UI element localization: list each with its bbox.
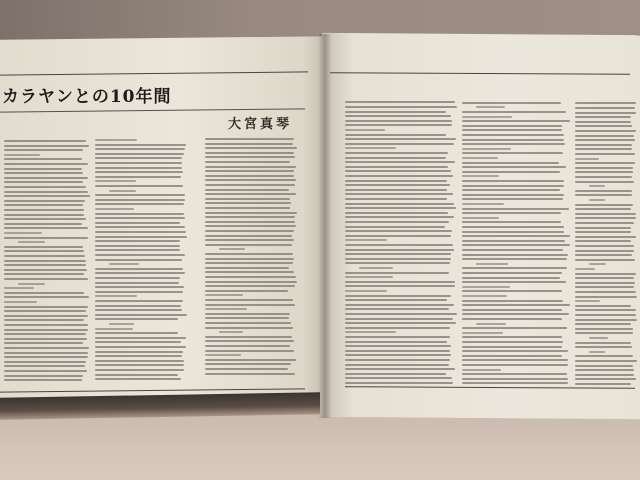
text-line	[205, 281, 297, 283]
text-line	[345, 203, 454, 205]
text-line	[462, 240, 565, 242]
text-line	[575, 227, 631, 229]
text-line	[462, 185, 564, 187]
text-line	[205, 345, 290, 347]
text-line	[575, 208, 631, 210]
text-line	[345, 253, 451, 255]
text-line	[345, 106, 457, 108]
text-line	[345, 115, 451, 117]
text-line	[462, 157, 498, 159]
text-line	[205, 354, 241, 356]
text-line	[205, 212, 297, 214]
text-line	[462, 369, 501, 371]
text-line	[462, 327, 567, 329]
text-line	[95, 282, 179, 284]
text-line	[4, 186, 86, 188]
text-line	[95, 254, 185, 256]
text-line	[462, 162, 559, 164]
text-line	[95, 217, 185, 219]
text-line	[205, 189, 289, 191]
text-line	[575, 374, 634, 376]
text-line	[4, 172, 83, 174]
text-line	[462, 194, 564, 196]
text-line	[109, 190, 136, 192]
text-line	[345, 184, 450, 186]
text-line	[4, 352, 88, 354]
text-line	[575, 236, 636, 238]
text-line	[4, 140, 86, 142]
text-line	[462, 143, 565, 145]
text-line	[589, 351, 605, 353]
text-line	[462, 189, 560, 191]
text-line	[95, 148, 185, 150]
text-line	[575, 323, 631, 325]
text-line	[95, 240, 180, 242]
text-line	[95, 314, 187, 316]
text-line	[345, 382, 453, 384]
text-line	[205, 267, 289, 269]
text-line	[462, 281, 566, 283]
text-line	[95, 351, 183, 353]
text-line	[462, 111, 566, 113]
text-line	[589, 185, 605, 187]
text-line	[462, 120, 570, 122]
text-line	[575, 378, 636, 380]
text-line	[205, 327, 293, 329]
text-line	[345, 313, 457, 315]
text-line	[462, 286, 510, 288]
text-line	[4, 218, 86, 220]
text-line	[462, 254, 568, 256]
text-line	[345, 364, 449, 366]
text-line	[95, 277, 180, 279]
text-line	[205, 322, 291, 324]
text-line	[4, 315, 88, 317]
text-line	[205, 276, 296, 278]
text-line	[4, 333, 86, 335]
text-line	[575, 176, 632, 178]
text-line	[95, 360, 184, 362]
text-line	[575, 125, 632, 127]
text-line	[4, 200, 85, 202]
text-line	[4, 278, 88, 280]
text-line	[575, 171, 633, 173]
text-line	[109, 263, 139, 265]
text-line	[462, 355, 562, 357]
text-line	[205, 175, 294, 177]
text-line	[95, 337, 186, 339]
text-line	[575, 181, 634, 183]
text-line	[4, 195, 90, 197]
text-line	[205, 373, 295, 375]
text-line	[205, 239, 294, 241]
text-line	[462, 341, 563, 343]
text-line	[205, 138, 294, 140]
text-line	[4, 223, 82, 225]
text-line	[575, 305, 631, 307]
text-line	[205, 161, 290, 163]
text-line	[345, 198, 447, 200]
text-line	[462, 226, 564, 228]
text-line	[4, 329, 88, 331]
text-line	[462, 346, 562, 348]
text-line	[589, 337, 608, 339]
text-line	[575, 116, 631, 118]
text-line	[205, 258, 294, 260]
text-line	[95, 162, 182, 164]
text-line	[95, 378, 181, 380]
text-line	[4, 301, 37, 303]
text-line	[575, 273, 636, 275]
text-line	[4, 370, 87, 372]
text-line	[205, 308, 247, 310]
text-line	[4, 232, 42, 234]
text-line	[345, 175, 453, 177]
text-line	[462, 125, 562, 127]
text-line	[95, 286, 184, 288]
text-line	[18, 283, 45, 285]
text-line	[575, 240, 631, 242]
text-line	[345, 350, 450, 352]
text-line	[575, 135, 634, 137]
text-line	[345, 368, 455, 370]
text-line	[345, 304, 454, 306]
text-line	[462, 309, 562, 311]
text-line	[345, 111, 446, 113]
text-line	[205, 299, 293, 301]
text-line	[462, 272, 562, 274]
text-line	[4, 246, 83, 248]
text-line	[462, 258, 567, 260]
text-line	[462, 116, 512, 118]
text-line	[462, 166, 566, 168]
text-line	[345, 129, 385, 131]
text-line	[205, 216, 295, 218]
text-line	[575, 346, 632, 348]
text-line	[95, 309, 182, 311]
text-line	[345, 276, 393, 278]
text-line	[575, 148, 632, 150]
text-line	[345, 345, 451, 347]
text-line	[575, 365, 633, 367]
text-line	[575, 296, 637, 298]
text-line	[462, 217, 499, 219]
text-line	[462, 364, 568, 366]
text-line	[575, 102, 636, 104]
text-line	[4, 237, 88, 239]
text-line	[205, 304, 295, 306]
text-line	[205, 166, 296, 168]
text-line	[575, 112, 636, 114]
text-line	[205, 285, 295, 287]
text-line	[462, 208, 569, 210]
text-line	[95, 245, 180, 247]
text-line	[462, 231, 564, 233]
text-line	[109, 323, 134, 325]
text-line	[205, 253, 293, 255]
text-line	[462, 373, 567, 375]
text-line	[476, 323, 506, 325]
text-line	[575, 130, 636, 132]
text-line	[205, 350, 294, 352]
text-line	[462, 235, 570, 237]
text-line	[4, 361, 86, 363]
text-line	[462, 378, 568, 380]
text-line	[95, 305, 181, 307]
text-line	[345, 212, 448, 214]
text-line	[95, 231, 186, 233]
text-line	[462, 249, 563, 251]
text-line	[345, 235, 451, 237]
text-line	[95, 300, 183, 302]
text-line	[575, 328, 633, 330]
article-author: 大宮真琴	[228, 117, 293, 132]
text-line	[95, 369, 184, 371]
text-line	[575, 213, 636, 215]
text-line	[345, 152, 448, 154]
text-line	[345, 134, 446, 136]
text-line	[4, 168, 82, 170]
text-line	[345, 295, 451, 297]
text-line	[4, 163, 88, 165]
text-line	[4, 145, 89, 147]
text-line	[345, 120, 452, 122]
text-line	[462, 277, 560, 279]
text-line	[575, 300, 600, 302]
text-line	[462, 148, 511, 150]
text-line	[575, 153, 635, 155]
text-line	[589, 263, 606, 265]
text-line	[205, 152, 294, 154]
text-line	[4, 154, 40, 156]
text-line	[575, 190, 632, 192]
text-line	[205, 193, 296, 195]
text-line	[4, 375, 83, 377]
text-line	[575, 360, 637, 362]
text-line	[345, 166, 448, 168]
text-line	[205, 244, 292, 246]
text-line	[575, 383, 631, 385]
text-line	[462, 180, 564, 182]
text-line	[575, 332, 633, 334]
text-line	[462, 102, 561, 104]
text-line	[575, 107, 635, 109]
text-line	[575, 245, 634, 247]
text-line	[359, 267, 393, 269]
text-line	[4, 324, 88, 326]
text-line	[575, 158, 599, 160]
text-line	[205, 262, 293, 264]
text-line	[95, 259, 182, 261]
text-line	[205, 221, 295, 223]
text-line	[345, 189, 447, 191]
text-line	[462, 318, 562, 320]
text-line	[575, 167, 633, 169]
text-line	[575, 254, 632, 256]
text-line	[4, 214, 84, 216]
text-line	[575, 314, 636, 316]
text-line	[575, 144, 632, 146]
text-line	[462, 212, 561, 214]
text-line	[205, 198, 290, 200]
text-line	[462, 139, 564, 141]
text-line	[95, 194, 185, 196]
text-line	[4, 347, 89, 349]
text-line	[462, 295, 507, 297]
text-line	[345, 207, 456, 209]
text-line	[345, 281, 455, 283]
text-line	[95, 328, 133, 330]
text-line	[345, 341, 447, 343]
text-line	[345, 322, 456, 324]
text-line	[4, 264, 86, 266]
text-line	[345, 221, 449, 223]
text-line	[205, 313, 290, 315]
text-line	[4, 255, 85, 257]
text-line	[95, 185, 183, 187]
text-line	[575, 355, 633, 357]
text-line	[4, 177, 88, 179]
text-line	[95, 332, 178, 334]
text-line	[476, 263, 508, 265]
text-line	[205, 230, 294, 232]
text-line	[345, 249, 454, 251]
text-line	[589, 199, 605, 201]
text-line	[345, 327, 450, 329]
text-line	[95, 153, 184, 155]
text-line	[462, 332, 503, 334]
text-line	[345, 143, 454, 145]
text-line	[575, 291, 636, 293]
text-line	[95, 139, 137, 141]
text-line	[575, 139, 635, 141]
text-line	[345, 161, 455, 163]
text-line	[575, 222, 634, 224]
text-line	[345, 138, 456, 140]
text-line	[205, 207, 290, 209]
book-gutter	[318, 34, 332, 418]
text-line	[462, 300, 563, 302]
text-line	[95, 222, 180, 224]
text-line	[4, 306, 88, 308]
text-line	[575, 204, 633, 206]
text-line	[205, 143, 293, 145]
text-line	[4, 269, 87, 271]
text-line	[345, 373, 446, 375]
text-line	[345, 299, 447, 301]
text-line	[205, 336, 292, 338]
text-line	[345, 230, 452, 232]
text-line	[345, 226, 445, 228]
text-line	[18, 241, 45, 243]
text-line	[575, 268, 595, 270]
text-line	[345, 258, 451, 260]
text-line	[345, 157, 446, 159]
text-line	[575, 342, 631, 344]
text-line	[575, 286, 634, 288]
text-line	[205, 235, 292, 237]
text-line	[205, 368, 288, 370]
text-line	[4, 338, 87, 340]
text-line	[205, 147, 297, 149]
text-line	[95, 208, 134, 210]
text-line	[575, 162, 635, 164]
text-line	[4, 379, 82, 381]
text-line	[95, 176, 181, 178]
text-line	[95, 291, 183, 293]
text-line	[575, 194, 632, 196]
text-line	[345, 290, 387, 292]
text-line	[575, 282, 635, 284]
text-line	[345, 272, 449, 274]
text-line	[575, 277, 634, 279]
text-line	[4, 356, 88, 358]
text-line	[462, 304, 570, 306]
text-line	[205, 184, 295, 186]
text-line	[95, 171, 183, 173]
text-line	[345, 359, 450, 361]
text-line	[4, 149, 83, 151]
text-line	[575, 369, 634, 371]
text-line	[95, 236, 187, 238]
text-line	[95, 167, 182, 169]
text-line	[4, 287, 34, 289]
text-line	[95, 144, 186, 146]
text-line	[95, 374, 178, 376]
text-line	[575, 121, 631, 123]
article-title: カラヤンとの10年間	[2, 87, 172, 107]
text-line	[95, 346, 186, 348]
text-line	[575, 309, 636, 311]
text-line	[95, 355, 182, 357]
table-surface	[0, 410, 640, 480]
text-line	[462, 134, 564, 136]
text-line	[575, 259, 635, 261]
text-line	[4, 292, 84, 294]
text-line	[575, 319, 637, 321]
text-line	[205, 170, 294, 172]
text-line	[4, 310, 86, 312]
text-line	[462, 350, 568, 352]
text-line	[95, 213, 184, 215]
text-line	[575, 250, 634, 252]
text-line	[462, 171, 560, 173]
text-line	[575, 217, 636, 219]
text-line	[4, 209, 84, 211]
text-line	[462, 203, 504, 205]
text-line	[575, 231, 631, 233]
text-line	[205, 290, 288, 292]
text-line	[345, 336, 450, 338]
text-line	[95, 199, 185, 201]
text-line	[4, 191, 88, 193]
text-line	[345, 244, 453, 246]
text-line	[4, 260, 86, 262]
text-line	[95, 268, 183, 270]
text-line	[205, 359, 296, 361]
text-line	[219, 331, 243, 333]
text-line	[345, 318, 453, 320]
text-line	[345, 180, 447, 182]
